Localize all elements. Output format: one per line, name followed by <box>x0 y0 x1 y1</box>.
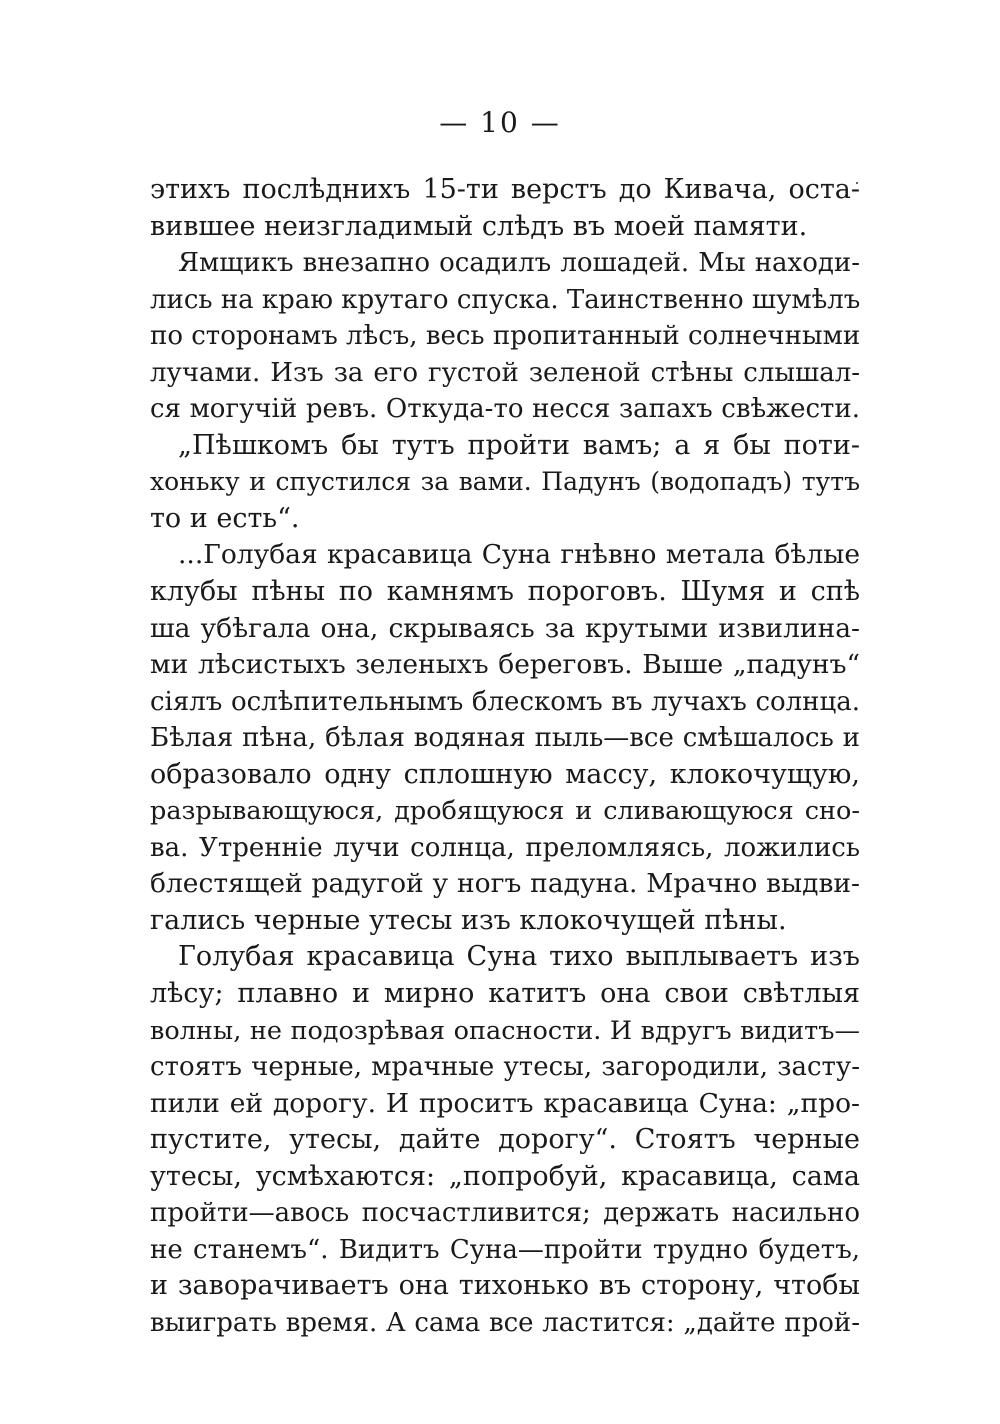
text-line: ...Голубая красавица Суна гнѣвно метала бѣлые <box>178 539 860 571</box>
text-line: гались черные утесы изъ клокочущей пѣны. <box>150 904 787 936</box>
text-line: ся могучій ревъ. Откуда-то несся запахъ свѣжести. <box>150 394 860 425</box>
text-line: ми лѣсистыхъ зеленыхъ береговъ. Выше „падунъ“ <box>150 649 860 681</box>
text-line: не станемъ“. Видитъ Суна—пройти трудно будетъ, <box>150 1234 860 1265</box>
text-line: лѣсу; плавно и мирно катитъ она свои свѣтлыя <box>150 978 860 1010</box>
text-line: образовало одну сплошную массу, клокочущую, <box>150 758 860 790</box>
text-line: „Пѣшкомъ бы тутъ пройти вамъ; а я бы поти- <box>178 429 860 461</box>
text-line: волны, не подозрѣвая опасности. И вдругъ видитъ— <box>150 1015 860 1046</box>
page-number: — 10 — <box>439 106 561 139</box>
text-line: утесы, усмѣхаются: „попробуй, красавица, сама <box>150 1160 860 1192</box>
text-line: и заворачиваетъ она тихонько въ сторону, чтобы <box>150 1270 860 1302</box>
text-line: этихъ послѣднихъ 15-ти верстъ до Кивача, оста- <box>150 174 860 205</box>
text-line: вившее неизгладимый слѣдъ въ моей памяти. <box>150 210 808 242</box>
text-line: Бѣлая пѣна, бѣлая водяная пыль—все смѣшалось и <box>150 723 860 754</box>
text-line: клубы пѣны по камнямъ пороговъ. Шумя и спѣ <box>150 576 860 608</box>
text-line: лись на краю крутаго спуска. Таинственно шумѣлъ <box>150 284 861 315</box>
text-line: выиграть время. А сама все ластится: „дайте прой- <box>150 1307 860 1338</box>
text-line: лучами. Изъ за его густой зеленой стѣны слышал- <box>150 357 860 388</box>
text-line: по сторонамъ лѣсъ, весь пропитанный солнечными <box>150 321 861 352</box>
text-line: разрывающуюся, дробящуюся и сливающуюся сно- <box>150 796 860 827</box>
text-line: сіялъ ослѣпительнымъ блескомъ въ лучахъ солнца. <box>150 686 860 717</box>
text-line: стоятъ черные, мрачные утесы, загородили, засту- <box>150 1052 860 1083</box>
text-line: пройти—авось посчастливится; держать насильно <box>150 1198 860 1229</box>
text-line: хоньку и спустился за вами. Падунъ (водопадъ) тутъ <box>150 467 860 497</box>
text-line: ша убѣгала она, скрываясь за крутыми извилина- <box>150 612 860 644</box>
body-text <box>150 172 860 1342</box>
text-line: блестящей радугой у ногъ падуна. Мрачно выдви- <box>150 868 860 900</box>
text-line: пили ей дорогу. И проситъ красавица Суна: „про- <box>150 1087 860 1119</box>
text-line: Ямщикъ внезапно осадилъ лошадей. Мы находи- <box>178 248 860 279</box>
text-line: то и есть“. <box>150 502 300 534</box>
text-line: Голубая красавица Суна тихо выплываетъ изъ <box>178 941 860 973</box>
text-line: пустите, утесы, дайте дорогу“. Стоятъ черные <box>150 1124 860 1156</box>
text-line: ва. Утренніе лучи солнца, преломляясь, ложились <box>150 832 860 863</box>
